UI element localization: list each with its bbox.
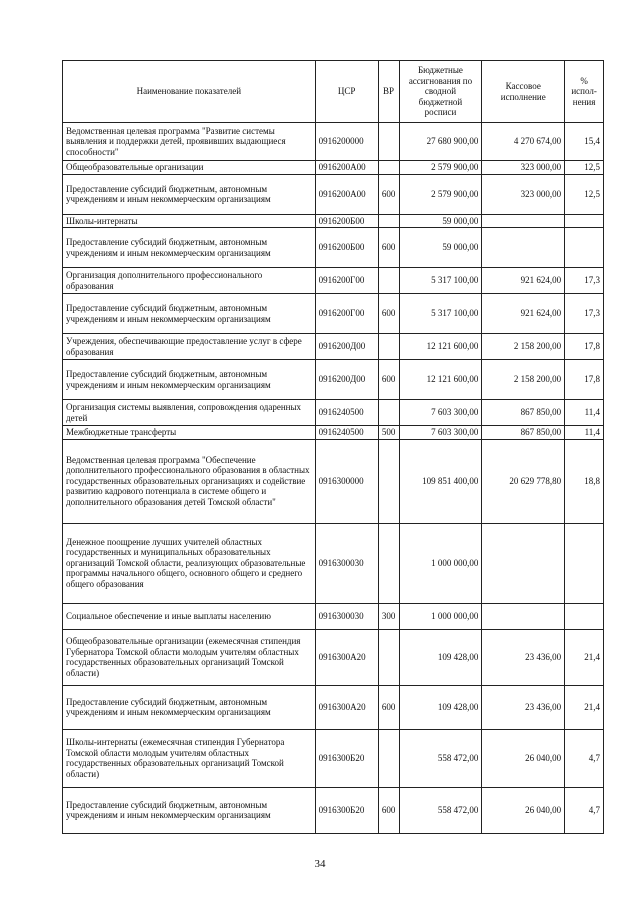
- row-name: Ведомственная целевая программа "Развитие системы выявления и поддержки детей, проявивших выдающиеся способности": [63, 123, 316, 161]
- row-plan: 109 428,00: [399, 685, 482, 729]
- row-vr: 600: [378, 174, 399, 214]
- row-name: Ведомственная целевая программа "Обеспечение дополнительного профессионального образования в областных государственных образовательных организациях и содействие развитию кадрового потенциала в системе общего и дополнительного образования детей Томской области": [63, 439, 316, 523]
- row-name: Общеобразовательные организации (ежемесячная стипендия Губернатора Томской области молодым учителям областных государственных образовательных организаций Томской области): [63, 629, 316, 685]
- table-row: [63, 729, 604, 787]
- row-pct: [565, 228, 604, 268]
- row-plan: 558 472,00: [399, 787, 482, 833]
- row-plan: 7 603 300,00: [399, 400, 482, 426]
- row-csr: 0916200А00: [315, 174, 378, 214]
- row-pct: 11,4: [565, 400, 604, 426]
- row-csr: 0916300Б20: [315, 729, 378, 787]
- row-pct: [565, 523, 604, 603]
- row-csr: 0916200А00: [315, 161, 378, 175]
- table-row: [63, 174, 604, 214]
- row-pct: 4,7: [565, 729, 604, 787]
- row-pct: 15,4: [565, 123, 604, 161]
- row-vr: 600: [378, 685, 399, 729]
- row-pct: 21,4: [565, 685, 604, 729]
- row-plan: 558 472,00: [399, 729, 482, 787]
- row-name: Предоставление субсидий бюджетным, автономным учреждениям и иным некоммерческим организациям: [63, 360, 316, 400]
- row-plan: 2 579 900,00: [399, 174, 482, 214]
- row-plan: 109 851 400,00: [399, 439, 482, 523]
- row-name: Межбюджетные трансферты: [63, 426, 316, 440]
- row-plan: 59 000,00: [399, 214, 482, 228]
- header-pct: % испол-нения: [565, 61, 604, 123]
- row-plan: 1 000 000,00: [399, 603, 482, 629]
- header-csr: ЦСР: [315, 61, 378, 123]
- table-row: [63, 360, 604, 400]
- row-name: Школы-интернаты (ежемесячная стипендия Губернатора Томской области молодым учителям областных государственных образовательных организаций Томской области): [63, 729, 316, 787]
- row-vr: [378, 268, 399, 294]
- row-vr: [378, 439, 399, 523]
- row-name: Организация системы выявления, сопровождения одаренных детей: [63, 400, 316, 426]
- row-csr: 0916300А20: [315, 685, 378, 729]
- row-csr: 0916300030: [315, 523, 378, 603]
- table-row: [63, 294, 604, 334]
- row-csr: 0916200Д00: [315, 360, 378, 400]
- row-pct: 17,8: [565, 360, 604, 400]
- row-vr: 600: [378, 294, 399, 334]
- row-exec: 2 158 200,00: [482, 334, 565, 360]
- row-pct: 17,3: [565, 294, 604, 334]
- row-pct: 18,8: [565, 439, 604, 523]
- row-exec: [482, 214, 565, 228]
- row-name: Предоставление субсидий бюджетным, автономным учреждениям и иным некоммерческим организациям: [63, 787, 316, 833]
- row-csr: 0916200Б00: [315, 228, 378, 268]
- row-vr: 600: [378, 228, 399, 268]
- row-exec: [482, 603, 565, 629]
- row-plan: 5 317 100,00: [399, 294, 482, 334]
- row-vr: [378, 629, 399, 685]
- row-plan: 12 121 600,00: [399, 360, 482, 400]
- row-exec: [482, 228, 565, 268]
- row-name: Предоставление субсидий бюджетным, автономным учреждениям и иным некоммерческим организациям: [63, 228, 316, 268]
- row-vr: [378, 729, 399, 787]
- table-row: [63, 629, 604, 685]
- table-row: [63, 685, 604, 729]
- row-name: Денежное поощрение лучших учителей областных государственных и муниципальных образовательных организаций Томской области, реализующих образовательные программы начального общего, основного общего и среднего общего образования: [63, 523, 316, 603]
- row-exec: 867 850,00: [482, 426, 565, 440]
- row-csr: 0916200Г00: [315, 294, 378, 334]
- row-name: Социальное обеспечение и иные выплаты населению: [63, 603, 316, 629]
- header-vr: ВР: [378, 61, 399, 123]
- row-plan: 109 428,00: [399, 629, 482, 685]
- row-pct: 4,7: [565, 787, 604, 833]
- table-row: [63, 161, 604, 175]
- row-pct: 17,3: [565, 268, 604, 294]
- budget-execution-table: [62, 60, 604, 834]
- row-name: Общеобразовательные организации: [63, 161, 316, 175]
- row-vr: [378, 400, 399, 426]
- header-name: Наименование показателей: [63, 61, 316, 123]
- table-row: [63, 123, 604, 161]
- row-exec: 867 850,00: [482, 400, 565, 426]
- row-exec: 26 040,00: [482, 787, 565, 833]
- table-body: [63, 123, 604, 834]
- header-plan: Бюджетные ассигнования по сводной бюджетной росписи: [399, 61, 482, 123]
- row-exec: 26 040,00: [482, 729, 565, 787]
- row-plan: 59 000,00: [399, 228, 482, 268]
- row-name: Учреждения, обеспечивающие предоставление услуг в сфере образования: [63, 334, 316, 360]
- row-exec: 23 436,00: [482, 629, 565, 685]
- row-exec: 4 270 674,00: [482, 123, 565, 161]
- row-exec: 921 624,00: [482, 268, 565, 294]
- table-row: [63, 787, 604, 833]
- row-csr: 0916200Г00: [315, 268, 378, 294]
- row-vr: 600: [378, 360, 399, 400]
- row-plan: 12 121 600,00: [399, 334, 482, 360]
- row-plan: 5 317 100,00: [399, 268, 482, 294]
- table-row: [63, 400, 604, 426]
- row-csr: 0916240500: [315, 426, 378, 440]
- row-exec: 323 000,00: [482, 174, 565, 214]
- row-name: Предоставление субсидий бюджетным, автономным учреждениям и иным некоммерческим организациям: [63, 294, 316, 334]
- row-vr: 500: [378, 426, 399, 440]
- row-vr: 600: [378, 787, 399, 833]
- row-exec: 2 158 200,00: [482, 360, 565, 400]
- row-csr: 0916240500: [315, 400, 378, 426]
- row-plan: 2 579 900,00: [399, 161, 482, 175]
- table-row: [63, 523, 604, 603]
- row-vr: [378, 123, 399, 161]
- row-pct: [565, 603, 604, 629]
- row-plan: 7 603 300,00: [399, 426, 482, 440]
- table-row: [63, 268, 604, 294]
- row-exec: [482, 523, 565, 603]
- row-vr: [378, 161, 399, 175]
- row-pct: 12,5: [565, 174, 604, 214]
- table-row: [63, 334, 604, 360]
- row-pct: [565, 214, 604, 228]
- row-vr: [378, 334, 399, 360]
- row-exec: 921 624,00: [482, 294, 565, 334]
- row-exec: 20 629 778,80: [482, 439, 565, 523]
- table-row: [63, 426, 604, 440]
- row-name: Предоставление субсидий бюджетным, автономным учреждениям и иным некоммерческим организациям: [63, 174, 316, 214]
- table-header-row: [63, 61, 604, 123]
- row-name: Школы-интернаты: [63, 214, 316, 228]
- page-number: 34: [314, 858, 326, 870]
- row-csr: 0916300Б20: [315, 787, 378, 833]
- row-csr: 0916200Д00: [315, 334, 378, 360]
- row-vr: 300: [378, 603, 399, 629]
- row-csr: 0916200000: [315, 123, 378, 161]
- row-csr: 0916300А20: [315, 629, 378, 685]
- row-plan: 1 000 000,00: [399, 523, 482, 603]
- row-exec: 23 436,00: [482, 685, 565, 729]
- table-row: [63, 603, 604, 629]
- row-csr: 0916300030: [315, 603, 378, 629]
- row-name: Организация дополнительного профессионального образования: [63, 268, 316, 294]
- row-csr: 0916300000: [315, 439, 378, 523]
- row-pct: 21,4: [565, 629, 604, 685]
- row-name: Предоставление субсидий бюджетным, автономным учреждениям и иным некоммерческим организациям: [63, 685, 316, 729]
- row-exec: 323 000,00: [482, 161, 565, 175]
- row-vr: [378, 214, 399, 228]
- row-pct: 12,5: [565, 161, 604, 175]
- table-row: [63, 214, 604, 228]
- header-exec: Кассовое исполнение: [482, 61, 565, 123]
- row-pct: 17,8: [565, 334, 604, 360]
- table-row: [63, 228, 604, 268]
- row-vr: [378, 523, 399, 603]
- row-csr: 0916200Б00: [315, 214, 378, 228]
- table-row: [63, 439, 604, 523]
- row-plan: 27 680 900,00: [399, 123, 482, 161]
- row-pct: 11,4: [565, 426, 604, 440]
